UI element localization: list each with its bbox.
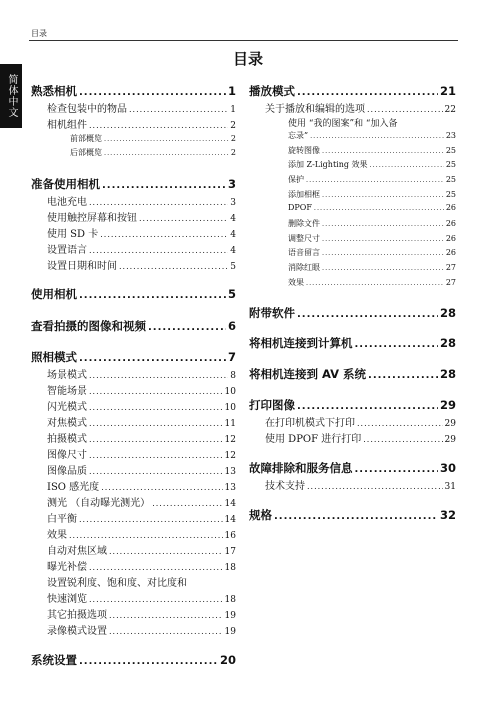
toc-entry[interactable] (47, 494, 236, 509)
toc-subentry[interactable] (288, 189, 456, 200)
dot-leader (79, 656, 218, 667)
toc-section-entry[interactable] (31, 176, 236, 192)
dot-leader (104, 149, 229, 157)
toc-page-number: 19 (224, 627, 236, 637)
toc-page-number: 7 (227, 350, 236, 364)
toc-page-number: 28 (439, 367, 456, 381)
header-divider (29, 40, 458, 41)
toc-entry[interactable] (47, 622, 236, 637)
toc-page-number: 25 (445, 175, 456, 184)
toc-page-number: 4 (230, 214, 236, 224)
toc-entry[interactable] (47, 225, 236, 240)
toc-section-entry[interactable] (31, 286, 236, 302)
dot-leader (129, 105, 228, 114)
toc-entry-text: 添加相框 (288, 190, 320, 199)
toc-entry-text: 调整尺寸 (288, 234, 320, 243)
dot-leader (89, 246, 228, 255)
toc-section-title: 规格 (249, 508, 272, 522)
toc-entry-text: DPOF (288, 203, 312, 212)
dot-leader (89, 371, 228, 380)
dot-leader (79, 87, 226, 98)
toc-entry[interactable] (47, 193, 236, 208)
toc-section-entry[interactable] (249, 335, 456, 351)
toc-page-number: 29 (444, 435, 456, 445)
toc-page-number: 30 (439, 461, 456, 475)
toc-section-entry[interactable] (249, 397, 456, 413)
dot-leader (322, 147, 444, 155)
toc-subentry[interactable] (288, 130, 456, 141)
toc-page-number: 1 (230, 105, 236, 115)
toc-section-entry[interactable] (249, 366, 456, 382)
toc-section-entry[interactable] (249, 460, 456, 476)
toc-page-number: 16 (224, 531, 236, 541)
toc-page-number: 12 (224, 451, 236, 461)
toc-section-entry[interactable] (249, 507, 456, 523)
dot-leader (89, 451, 223, 460)
toc-page-number: 25 (445, 160, 456, 169)
dot-leader (322, 220, 444, 228)
dot-leader (89, 121, 228, 130)
toc-page-number: 1 (227, 84, 236, 98)
toc-entry[interactable] (47, 526, 236, 541)
dot-leader (89, 435, 223, 444)
toc-section-entry[interactable] (31, 318, 236, 334)
toc-section-title: 熟悉相机 (31, 84, 77, 98)
toc-page-number: 13 (224, 467, 236, 477)
dot-leader (310, 132, 444, 140)
toc-page-number: 2 (230, 148, 236, 157)
toc-page-number: 14 (224, 515, 236, 525)
toc-page-number: 5 (230, 262, 236, 272)
dot-leader (357, 419, 443, 428)
dot-leader (306, 279, 444, 287)
toc-entry-text: 设置日期和时间 (47, 261, 117, 272)
toc-page-number: 23 (445, 131, 456, 140)
toc-page-number: 11 (224, 419, 236, 429)
toc-entry-text: 前部概览 (70, 134, 102, 143)
dot-leader (119, 262, 228, 271)
toc-subentry[interactable] (288, 145, 456, 156)
toc-section-title: 将相机连接到计算机 (249, 336, 353, 350)
toc-page-number: 27 (445, 263, 456, 272)
toc-entry-text: 添加 Z-Lighting 效果 (288, 160, 368, 169)
toc-page-number: 26 (445, 219, 456, 228)
toc-section-entry[interactable] (31, 652, 236, 668)
page-title: 目录 (232, 50, 263, 68)
toc-entry[interactable] (47, 430, 236, 445)
toc-page-number: 28 (439, 336, 456, 350)
toc-entry[interactable] (47, 510, 236, 525)
toc-subentry[interactable] (70, 147, 236, 158)
dot-leader (307, 482, 443, 491)
toc-entry-text: 自动对焦区域 (47, 546, 107, 557)
toc-section-title: 照相模式 (31, 350, 77, 364)
toc-page-number: 18 (224, 563, 236, 573)
toc-entry-text-line1[interactable]: 使用 “我的图案”和 “加入备 (288, 119, 398, 129)
toc-entry[interactable] (265, 100, 456, 115)
toc-entry-text: 测光 （自动曝光测光） (47, 498, 151, 509)
toc-section-title: 准备使用相机 (31, 177, 100, 191)
toc-page-number: 29 (439, 398, 456, 412)
dot-leader (109, 627, 223, 636)
toc-entry-text: 后部概览 (70, 148, 102, 157)
toc-entry-text: 图像尺寸 (47, 450, 87, 461)
toc-section-title: 系统设置 (31, 653, 77, 667)
dot-leader (89, 403, 223, 412)
toc-entry-text: 拍摄模式 (47, 434, 87, 445)
toc-entry-text: 使用 DPOF 进行打印 (265, 434, 362, 445)
toc-page-number: 6 (227, 319, 236, 333)
dot-leader (322, 191, 444, 199)
toc-entry[interactable] (47, 241, 236, 256)
toc-page-number: 32 (439, 508, 456, 522)
dot-leader (355, 339, 438, 350)
toc-entry-text: 消除红眼 (288, 263, 320, 272)
toc-entry-text: 删除文件 (288, 219, 320, 228)
toc-entry[interactable] (47, 366, 236, 381)
toc-entry-text: 使用 SD 卡 (47, 229, 99, 240)
toc-entry-text: 录像模式设置 (47, 626, 107, 637)
toc-page-number: 25 (445, 146, 456, 155)
dot-leader (89, 467, 223, 476)
toc-page-number: 19 (224, 611, 236, 621)
toc-page-number: 20 (219, 653, 236, 667)
toc-entry-text: 白平衡 (47, 514, 77, 525)
dot-leader (322, 249, 444, 257)
toc-page-number: 12 (224, 435, 236, 445)
toc-page-number: 3 (230, 198, 236, 208)
toc-section-title: 故障排除和服务信息 (249, 461, 353, 475)
toc-subentry[interactable] (288, 203, 456, 212)
toc-entry[interactable] (47, 558, 236, 573)
dot-leader (79, 515, 223, 524)
toc-subentry[interactable] (288, 277, 456, 288)
dot-leader (101, 483, 222, 492)
header-label: 目录 (31, 29, 47, 38)
toc-entry[interactable] (47, 542, 236, 557)
toc-entry[interactable] (47, 446, 236, 461)
dot-leader (79, 290, 226, 301)
toc-entry-text: 关于播放和编辑的选项 (265, 104, 365, 115)
dot-leader (274, 511, 438, 522)
toc-entry-text: 其它拍摄选项 (47, 610, 107, 621)
toc-entry-text: 语音留言 (288, 248, 320, 257)
toc-section-title: 打印图像 (249, 398, 295, 412)
toc-subentry[interactable] (288, 262, 456, 273)
toc-page-number: 26 (445, 203, 456, 212)
toc-section-entry[interactable] (31, 349, 236, 365)
toc-entry-text: 智能场景 (47, 386, 87, 397)
toc-section-title: 将相机连接到 AV 系统 (249, 367, 367, 381)
dot-leader (109, 611, 223, 620)
toc-entry[interactable] (265, 414, 456, 429)
dot-leader (139, 214, 228, 223)
dot-leader (104, 135, 229, 143)
toc-entry[interactable] (47, 462, 236, 477)
toc-entry-text: 检查包装中的物品 (47, 104, 127, 115)
toc-page-number: 28 (439, 306, 456, 320)
dot-leader (89, 563, 223, 572)
toc-entry-text-line1[interactable]: 设置锐利度、饱和度、对比度和 (47, 578, 187, 589)
toc-subentry[interactable] (288, 218, 456, 229)
toc-page-number: 31 (444, 482, 456, 492)
dot-leader (109, 547, 223, 556)
toc-entry[interactable] (47, 382, 236, 397)
dot-leader (100, 230, 228, 239)
toc-entry-text: 相机组件 (47, 120, 87, 131)
dot-leader (355, 464, 438, 475)
dot-leader (322, 235, 444, 243)
toc-entry[interactable] (47, 209, 236, 224)
toc-entry[interactable] (47, 478, 236, 493)
dot-leader (102, 180, 226, 191)
toc-entry-text: 闪光模式 (47, 402, 87, 413)
toc-section-title: 使用相机 (31, 287, 77, 301)
toc-page-number: 10 (224, 403, 236, 413)
toc-entry[interactable] (47, 606, 236, 621)
dot-leader (297, 309, 438, 320)
toc-entry-text: 保护 (288, 175, 304, 184)
toc-entry-text: 技术支持 (265, 481, 305, 492)
dot-leader (367, 105, 443, 114)
toc-entry-text: 场景模式 (47, 370, 87, 381)
dot-leader (89, 198, 228, 207)
dot-leader (148, 322, 226, 333)
toc-entry-text: 曝光补偿 (47, 562, 87, 573)
toc-page-number: 13 (224, 483, 236, 493)
toc-entry-text: 效果 (47, 530, 67, 541)
dot-leader (306, 176, 444, 184)
toc-page-number: 25 (445, 190, 456, 199)
toc-page-number: 29 (444, 419, 456, 429)
toc-page-number: 3 (227, 177, 236, 191)
toc-page-number: 2 (230, 121, 236, 131)
toc-page-number: 27 (445, 278, 456, 287)
toc-subentry[interactable] (288, 247, 456, 258)
toc-entry-text: ISO 感光度 (47, 482, 100, 493)
toc-entry[interactable] (47, 257, 236, 272)
toc-entry[interactable] (265, 477, 456, 492)
toc-page-number: 14 (224, 499, 236, 509)
toc-section-title: 播放模式 (249, 84, 295, 98)
toc-entry[interactable] (47, 100, 236, 115)
toc-entry-text: 效果 (288, 278, 304, 287)
dot-leader (297, 401, 438, 412)
toc-page-number: 8 (230, 371, 236, 381)
toc-section-title: 附带软件 (249, 306, 295, 320)
toc-entry[interactable] (47, 398, 236, 413)
dot-leader (363, 435, 442, 444)
toc-page-number: 22 (444, 105, 456, 115)
toc-entry-text: 使用触控屏幕和按钮 (47, 213, 137, 224)
toc-entry-text: 设置语言 (47, 245, 87, 256)
toc-entry-text: 忘录” (288, 131, 309, 140)
toc-page-number: 5 (227, 287, 236, 301)
toc-entry[interactable] (265, 430, 456, 445)
toc-entry-text: 旋转图像 (288, 146, 320, 155)
toc-entry[interactable] (47, 116, 236, 131)
toc-page-number: 18 (224, 595, 236, 605)
toc-page-number: 26 (445, 248, 456, 257)
toc-section-entry[interactable] (31, 83, 236, 99)
toc-section-entry[interactable] (249, 83, 456, 99)
toc-page-number: 4 (230, 230, 236, 240)
dot-leader (314, 204, 444, 212)
dot-leader (368, 370, 438, 381)
toc-page-number: 4 (230, 246, 236, 256)
toc-section-entry[interactable] (249, 305, 456, 321)
dot-leader (89, 595, 223, 604)
dot-leader (89, 387, 223, 396)
dot-leader (297, 87, 438, 98)
toc-page-number: 17 (224, 547, 236, 557)
toc-page-number: 2 (230, 134, 236, 143)
dot-leader (89, 419, 223, 428)
toc-subentry[interactable] (288, 159, 456, 170)
toc-entry-text: 电池充电 (47, 197, 87, 208)
toc-entry-text: 在打印机模式下打印 (265, 418, 355, 429)
toc-entry-text: 快速浏览 (47, 594, 87, 605)
language-tab: 简体中文 (0, 64, 22, 128)
toc-page-number: 21 (439, 84, 456, 98)
toc-entry-text: 图像品质 (47, 466, 87, 477)
toc-entry[interactable] (47, 590, 236, 605)
toc-entry[interactable] (47, 414, 236, 429)
dot-leader (69, 531, 223, 540)
toc-section-title: 查看拍摄的图像和视频 (31, 319, 146, 333)
dot-leader (322, 264, 444, 272)
dot-leader (370, 161, 444, 169)
toc-subentry[interactable] (288, 233, 456, 244)
toc-page-number: 10 (224, 387, 236, 397)
dot-leader (152, 499, 222, 508)
toc-entry-text: 对焦模式 (47, 418, 87, 429)
toc-page-number: 26 (445, 234, 456, 243)
toc-subentry[interactable] (288, 174, 456, 185)
toc-subentry[interactable] (70, 133, 236, 144)
dot-leader (79, 353, 226, 364)
